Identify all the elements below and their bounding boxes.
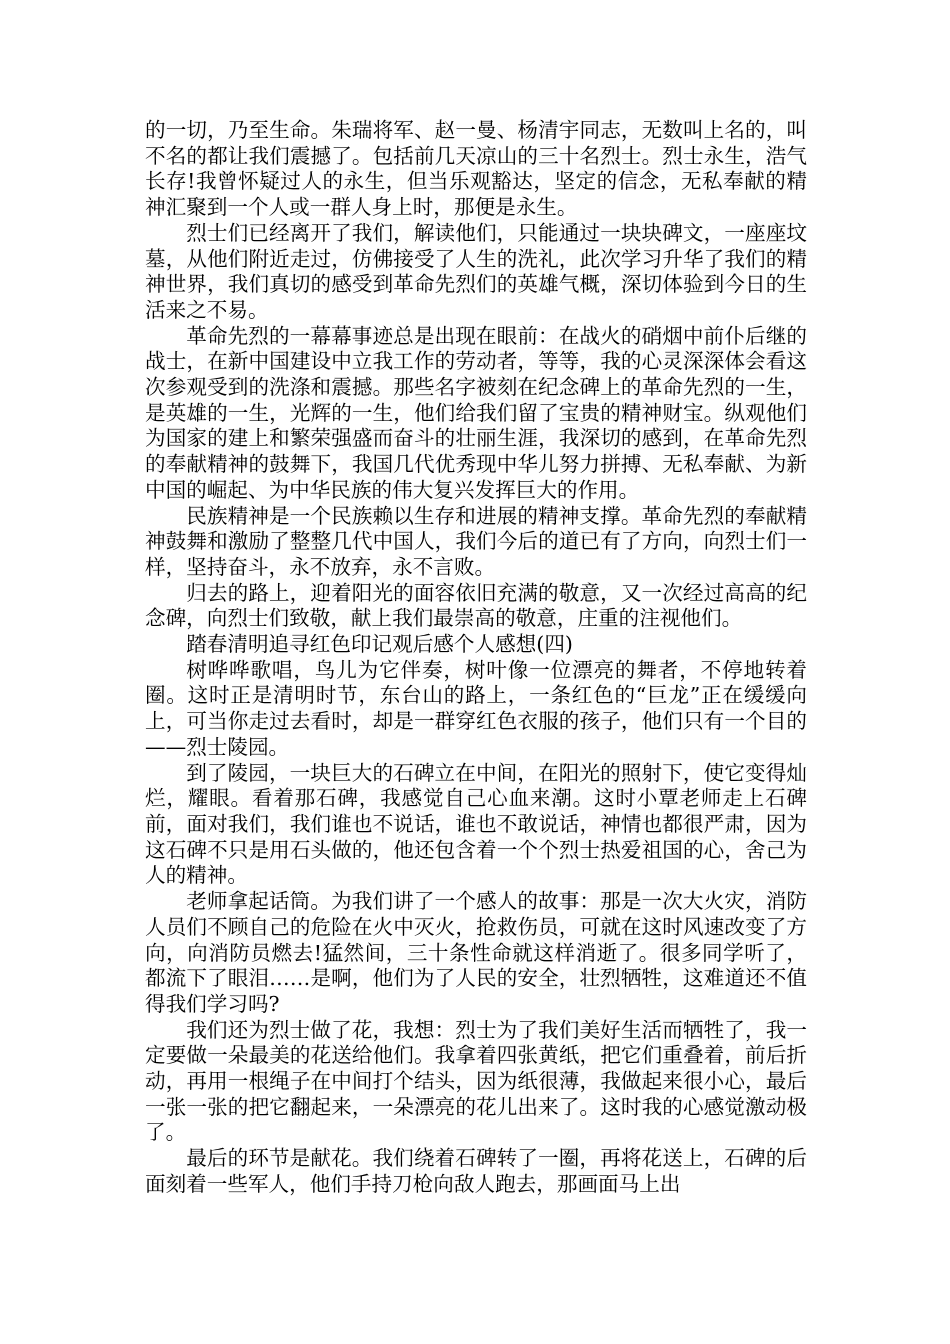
paragraph-5: 归去的路上，迎着阳光的面容依旧充满的敬意，又一次经过高高的纪念碑，向烈士们致敬，献上我们最崇高的敬意，庄重的注视他们。 bbox=[145, 580, 807, 631]
document-body bbox=[145, 118, 807, 1198]
paragraph-6: 树哗哗歌唱，鸟儿为它伴奏，树叶像一位漂亮的舞者，不停地转着圈。这时正是清明时节，东台山的路上，一条红色的“巨龙”正在缓缓向上，可当你走过去看时，却是一群穿红色衣服的孩子，他们只有一个目的——烈士陵园。 bbox=[145, 657, 807, 759]
paragraph-8: 老师拿起话筒。为我们讲了一个感人的故事：那是一次大火灾，消防人员们不顾自己的危险在火中灭火，抢救伤员，可就在这时风速改变了方向，向消防员燃去!猛然间，三十条性命就这样消逝了。很多同学听了，都流下了眼泪……是啊，他们为了人民的安全，壮烈牺牲，这难道还不值得我们学习吗? bbox=[145, 889, 807, 1016]
paragraph-1: 的一切，乃至生命。朱瑞将军、赵一曼、杨清宇同志，无数叫上名的，叫不名的都让我们震撼了。包括前几天凉山的三十名烈士。烈士永生，浩气长存!我曾怀疑过人的永生，但当乐观豁达，坚定的信念，无私奉献的精神汇聚到一个人或一群人身上时，那便是永生。 bbox=[145, 118, 807, 220]
paragraph-7: 到了陵园，一块巨大的石碑立在中间，在阳光的照射下，使它变得灿烂，耀眼。看着那石碑，我感觉自己心血来潮。这时小覃老师走上石碑前，面对我们，我们谁也不说话，谁也不敢说话，神情也都很严肃，因为这石碑不只是用石头做的，他还包含着一个个烈士热爱祖国的心，舍己为人的精神。 bbox=[145, 760, 807, 888]
paragraph-9: 我们还为烈士做了花，我想：烈士为了我们美好生活而牺牲了，我一定要做一朵最美的花送给他们。我拿着四张黄纸，把它们重叠着，前后折动，再用一根绳子在中间打个结头，因为纸很薄，我做起来很小心，最后一张一张的把它翻起来，一朵漂亮的花儿出来了。这时我的心感觉激动极了。 bbox=[145, 1017, 807, 1145]
paragraph-2: 烈士们已经离开了我们，解读他们，只能通过一块块碑文，一座座坟墓，从他们附近走过，仿佛接受了人生的洗礼，此次学习升华了我们的精神世界，我们真切的感受到革命先烈们的英雄气概，深切体验到今日的生活来之不易。 bbox=[145, 220, 807, 322]
paragraph-10: 最后的环节是献花。我们绕着石碑转了一圈，再将花送上，石碑的后面刻着一些军人，他们手持刀枪向敌人跑去，那画面马上出 bbox=[145, 1146, 807, 1196]
section-heading: 踏春清明追寻红色印记观后感个人感想(四) bbox=[186, 632, 573, 657]
paragraph-3: 革命先烈的一幕幕事迹总是出现在眼前：在战火的硝烟中前仆后继的战士，在新中国建设中立我工作的劳动者，等等，我的心灵深深体会看这次参观受到的洗涤和震撼。那些名字被刻在纪念碑上的革命先烈的一生，是英雄的一生，光辉的一生，他们给我们留了宝贵的精神财宝。纵观他们为国家的建上和繁荣强盛而奋斗的壮丽生涯，我深切的感到，在革命先烈的奉献精神的鼓舞下，我国几代优秀现中华儿努力拼搏、无私奉献、为新中国的崛起、为中华民族的伟大复兴发挥巨大的作用。 bbox=[145, 323, 807, 502]
paragraph-4: 民族精神是一个民族赖以生存和进展的精神支撑。革命先烈的奉献精神鼓舞和激励了整整几代中国人，我们今后的道已有了方向，向烈士们一样，坚持奋斗，永不放弃，永不言败。 bbox=[145, 503, 807, 579]
